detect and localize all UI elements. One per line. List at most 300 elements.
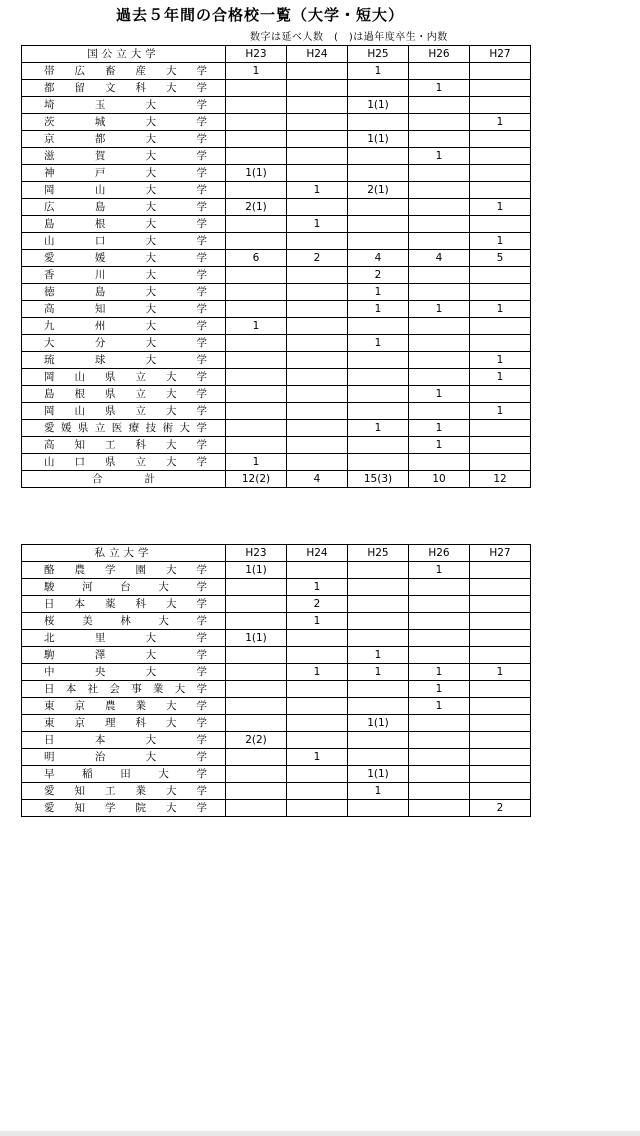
count-cell: 1 [409,562,470,579]
university-name-cell [22,596,226,613]
count-cell: 4 [409,250,470,267]
count-cell [470,386,531,403]
count-cell [287,131,348,148]
university-name: 帯広畜産大学 [44,65,207,77]
count-cell [226,335,287,352]
university-name-cell [22,63,226,80]
university-name-cell [22,698,226,715]
count-cell: 1(1) [226,562,287,579]
count-cell [409,267,470,284]
count-cell [409,352,470,369]
table-row [22,284,531,301]
university-name: 島根大学 [44,218,207,230]
count-cell: 1 [226,454,287,471]
count-cell [287,318,348,335]
year-header: H23 [226,46,287,63]
count-cell [470,783,531,800]
count-cell [287,732,348,749]
count-cell: 2 [348,267,409,284]
university-name-cell [22,335,226,352]
year-header: H24 [287,46,348,63]
count-cell [226,114,287,131]
university-name-cell [22,301,226,318]
count-cell [470,267,531,284]
count-cell [287,369,348,386]
count-cell [348,579,409,596]
count-cell [226,301,287,318]
count-cell [287,630,348,647]
count-cell [409,579,470,596]
university-name: 岡山県立大学 [44,371,207,383]
university-name-cell [22,165,226,182]
count-cell [226,579,287,596]
count-cell: 1 [348,284,409,301]
count-cell: 1 [409,80,470,97]
university-name-cell [22,783,226,800]
university-name: 岡山大学 [44,184,207,196]
table-row [22,630,531,647]
count-cell [409,403,470,420]
university-name-cell [22,318,226,335]
university-name: 岡山県立大学 [44,405,207,417]
count-cell: 1(1) [226,630,287,647]
count-cell: 1 [409,148,470,165]
count-cell: 2(2) [226,732,287,749]
count-cell [409,732,470,749]
university-name-cell [22,352,226,369]
count-cell: 1 [348,63,409,80]
count-cell [226,97,287,114]
university-name-cell [22,233,226,250]
count-cell [409,131,470,148]
count-cell [470,318,531,335]
university-name: 桜美林大学 [44,615,207,627]
university-name-cell [22,715,226,732]
count-cell: 6 [226,250,287,267]
count-cell [470,216,531,233]
table-row [22,114,531,131]
count-cell [470,97,531,114]
count-cell: 1 [348,335,409,352]
count-cell [287,715,348,732]
university-name: 広島大学 [44,201,207,213]
university-name-cell [22,766,226,783]
public-university-table [21,45,531,488]
table-row [22,437,531,454]
count-cell: 1 [348,420,409,437]
table-row [22,647,531,664]
count-cell [470,698,531,715]
table-row [22,681,531,698]
count-cell [348,386,409,403]
count-cell: 1 [470,301,531,318]
university-name: 京都大学 [44,133,207,145]
count-cell [470,630,531,647]
university-name: 日本社会事業大学 [44,683,207,695]
table-row [22,579,531,596]
count-cell [409,800,470,817]
count-cell [470,182,531,199]
count-cell [348,562,409,579]
count-cell [287,800,348,817]
count-cell [348,454,409,471]
table-row [22,233,531,250]
table-row [22,698,531,715]
count-cell [470,715,531,732]
count-cell [409,596,470,613]
count-cell: 1 [470,352,531,369]
university-name: 山口大学 [44,235,207,247]
table-row [22,63,531,80]
table-row [22,386,531,403]
table-header-row [22,46,531,63]
count-cell [287,148,348,165]
count-cell [348,596,409,613]
university-name-cell [22,630,226,647]
table-row [22,165,531,182]
page-title: 過去５年間の合格校一覧（大学・短大） [115,6,404,24]
count-cell [470,647,531,664]
count-cell [287,698,348,715]
university-name: 北里大学 [44,632,207,644]
university-name: 駒澤大学 [44,649,207,661]
table-row [22,216,531,233]
count-cell [409,165,470,182]
table-row [22,664,531,681]
count-cell [226,749,287,766]
university-name: 日本薬科大学 [44,598,207,610]
university-name-cell [22,131,226,148]
table-row [22,250,531,267]
university-name-cell [22,182,226,199]
count-cell: 1 [470,664,531,681]
count-cell [287,352,348,369]
year-header: H26 [409,46,470,63]
university-name-cell [22,454,226,471]
university-name: 大分大学 [44,337,207,349]
university-name: 高知工科大学 [44,439,207,451]
count-cell [287,97,348,114]
count-cell: 1 [409,437,470,454]
table-row [22,613,531,630]
count-cell: 1 [409,420,470,437]
university-name-cell [22,647,226,664]
count-cell: 1(1) [226,165,287,182]
count-cell [226,437,287,454]
count-cell [409,318,470,335]
table-row [22,596,531,613]
count-cell: 1 [348,783,409,800]
table-row [22,562,531,579]
table-row [22,301,531,318]
table-row [22,148,531,165]
count-cell [470,766,531,783]
count-cell [226,681,287,698]
count-cell [226,148,287,165]
private-university-table [21,544,531,817]
count-cell [287,114,348,131]
table-row [22,403,531,420]
total-row [22,471,531,488]
count-cell [226,420,287,437]
table-row [22,732,531,749]
university-name: 香川大学 [44,269,207,281]
university-name-cell [22,800,226,817]
count-cell: 1 [226,63,287,80]
university-name: 高知大学 [44,303,207,315]
count-cell: 1(1) [348,766,409,783]
university-name-cell [22,114,226,131]
count-cell [287,165,348,182]
total-value-cell: 15(3) [348,471,409,488]
count-cell [226,182,287,199]
table-row [22,131,531,148]
university-name: 琉球大学 [44,354,207,366]
university-name-cell [22,403,226,420]
table-row [22,199,531,216]
university-name-cell [22,749,226,766]
count-cell [348,369,409,386]
count-cell [409,182,470,199]
count-cell [226,131,287,148]
count-cell [409,454,470,471]
university-name: 神戸大学 [44,167,207,179]
count-cell [287,335,348,352]
university-name: 東京理科大学 [44,717,207,729]
count-cell: 2 [287,596,348,613]
count-cell: 2 [470,800,531,817]
count-cell [409,715,470,732]
count-cell [409,335,470,352]
count-cell [226,267,287,284]
university-name: 滋賀大学 [44,150,207,162]
count-cell [470,335,531,352]
count-cell [287,681,348,698]
count-cell: 1 [470,403,531,420]
count-cell [409,766,470,783]
count-cell [287,386,348,403]
university-name: 島根県立大学 [44,388,207,400]
count-cell [348,732,409,749]
count-cell [470,420,531,437]
university-name-cell [22,250,226,267]
table-row [22,783,531,800]
count-cell [287,562,348,579]
count-cell [226,386,287,403]
table-row [22,80,531,97]
count-cell [226,698,287,715]
total-value-cell: 4 [287,471,348,488]
count-cell [470,148,531,165]
count-cell [348,80,409,97]
count-cell: 1 [348,647,409,664]
count-cell [287,437,348,454]
count-cell [226,766,287,783]
university-name: 日本大学 [44,734,207,746]
university-name-cell [22,437,226,454]
count-cell: 2(1) [348,182,409,199]
year-header: H23 [226,545,287,562]
table-row [22,454,531,471]
count-cell: 1(1) [348,715,409,732]
table-row [22,335,531,352]
count-cell [409,284,470,301]
university-name-cell [22,199,226,216]
count-cell: 1(1) [348,131,409,148]
count-cell [409,97,470,114]
count-cell [287,647,348,664]
count-cell [226,233,287,250]
count-cell [287,766,348,783]
count-cell [409,613,470,630]
count-cell [226,613,287,630]
table-row [22,267,531,284]
count-cell [348,613,409,630]
count-cell: 1 [409,301,470,318]
count-cell [470,613,531,630]
university-name: 愛媛県立医療技術大学 [44,422,207,434]
count-cell [409,783,470,800]
university-name-cell [22,284,226,301]
count-cell [226,80,287,97]
count-cell: 1 [470,233,531,250]
table-row [22,352,531,369]
count-cell [470,131,531,148]
count-cell [348,233,409,250]
count-cell [348,681,409,698]
table-row [22,97,531,114]
university-name-cell [22,613,226,630]
count-cell [287,403,348,420]
count-cell [287,454,348,471]
count-cell [348,698,409,715]
count-cell: 1 [409,386,470,403]
total-label-cell [22,471,226,488]
university-name: 酪農学園大学 [44,564,207,576]
count-cell [226,715,287,732]
count-cell: 1 [409,681,470,698]
count-cell [470,749,531,766]
category-header: 私立大学 [22,545,226,562]
count-cell [287,267,348,284]
university-name-cell [22,420,226,437]
university-name-cell [22,664,226,681]
university-name: 愛知学院大学 [44,802,207,814]
count-cell [409,199,470,216]
count-cell [226,596,287,613]
count-cell [470,63,531,80]
table-row [22,715,531,732]
count-cell [470,80,531,97]
count-cell [226,647,287,664]
count-cell [409,630,470,647]
count-cell [470,454,531,471]
count-cell [348,216,409,233]
count-cell: 2 [287,250,348,267]
table-row [22,369,531,386]
count-cell: 1 [287,216,348,233]
count-cell: 1 [287,664,348,681]
count-cell [470,681,531,698]
university-name-cell [22,267,226,284]
count-cell: 1 [470,369,531,386]
count-cell [287,63,348,80]
count-cell [287,420,348,437]
count-cell [287,80,348,97]
count-cell [348,800,409,817]
count-cell [287,199,348,216]
year-header: H26 [409,545,470,562]
count-cell [409,216,470,233]
table-row [22,766,531,783]
university-name: 東京農業大学 [44,700,207,712]
count-cell [348,352,409,369]
count-cell [409,749,470,766]
count-cell [287,284,348,301]
count-cell [226,352,287,369]
count-cell: 1 [470,114,531,131]
university-name-cell [22,97,226,114]
year-header: H25 [348,46,409,63]
count-cell [287,301,348,318]
count-cell: 1 [409,698,470,715]
count-cell: 5 [470,250,531,267]
count-cell [348,318,409,335]
count-cell [287,233,348,250]
university-name-cell [22,562,226,579]
count-cell [348,199,409,216]
university-name: 中央大学 [44,666,207,678]
total-value-cell: 12 [470,471,531,488]
university-name-cell [22,369,226,386]
count-cell [348,403,409,420]
table-row [22,182,531,199]
count-cell: 1 [470,199,531,216]
university-name-cell [22,80,226,97]
university-name: 埼玉大学 [44,99,207,111]
year-header: H27 [470,545,531,562]
university-name: 早稲田大学 [44,768,207,780]
year-header: H25 [348,545,409,562]
total-label: 合計 [92,473,155,485]
count-cell: 1 [348,664,409,681]
table-row [22,420,531,437]
university-name: 駿河台大学 [44,581,207,593]
count-cell [470,284,531,301]
count-cell [287,783,348,800]
university-name: 九州大学 [44,320,207,332]
count-cell [409,63,470,80]
count-cell [409,369,470,386]
university-name: 愛知工業大学 [44,785,207,797]
university-name: 都留文科大学 [44,82,207,94]
count-cell [348,630,409,647]
count-cell: 1 [409,664,470,681]
count-cell [470,732,531,749]
count-cell [470,165,531,182]
total-value-cell: 12(2) [226,471,287,488]
count-cell [226,284,287,301]
category-header: 国公立大学 [22,46,226,63]
count-cell [470,562,531,579]
university-name-cell [22,681,226,698]
count-cell: 1(1) [348,97,409,114]
university-name: 山口県立大学 [44,456,207,468]
count-cell: 1 [348,301,409,318]
year-header: H27 [470,46,531,63]
table-row [22,749,531,766]
count-cell [470,579,531,596]
